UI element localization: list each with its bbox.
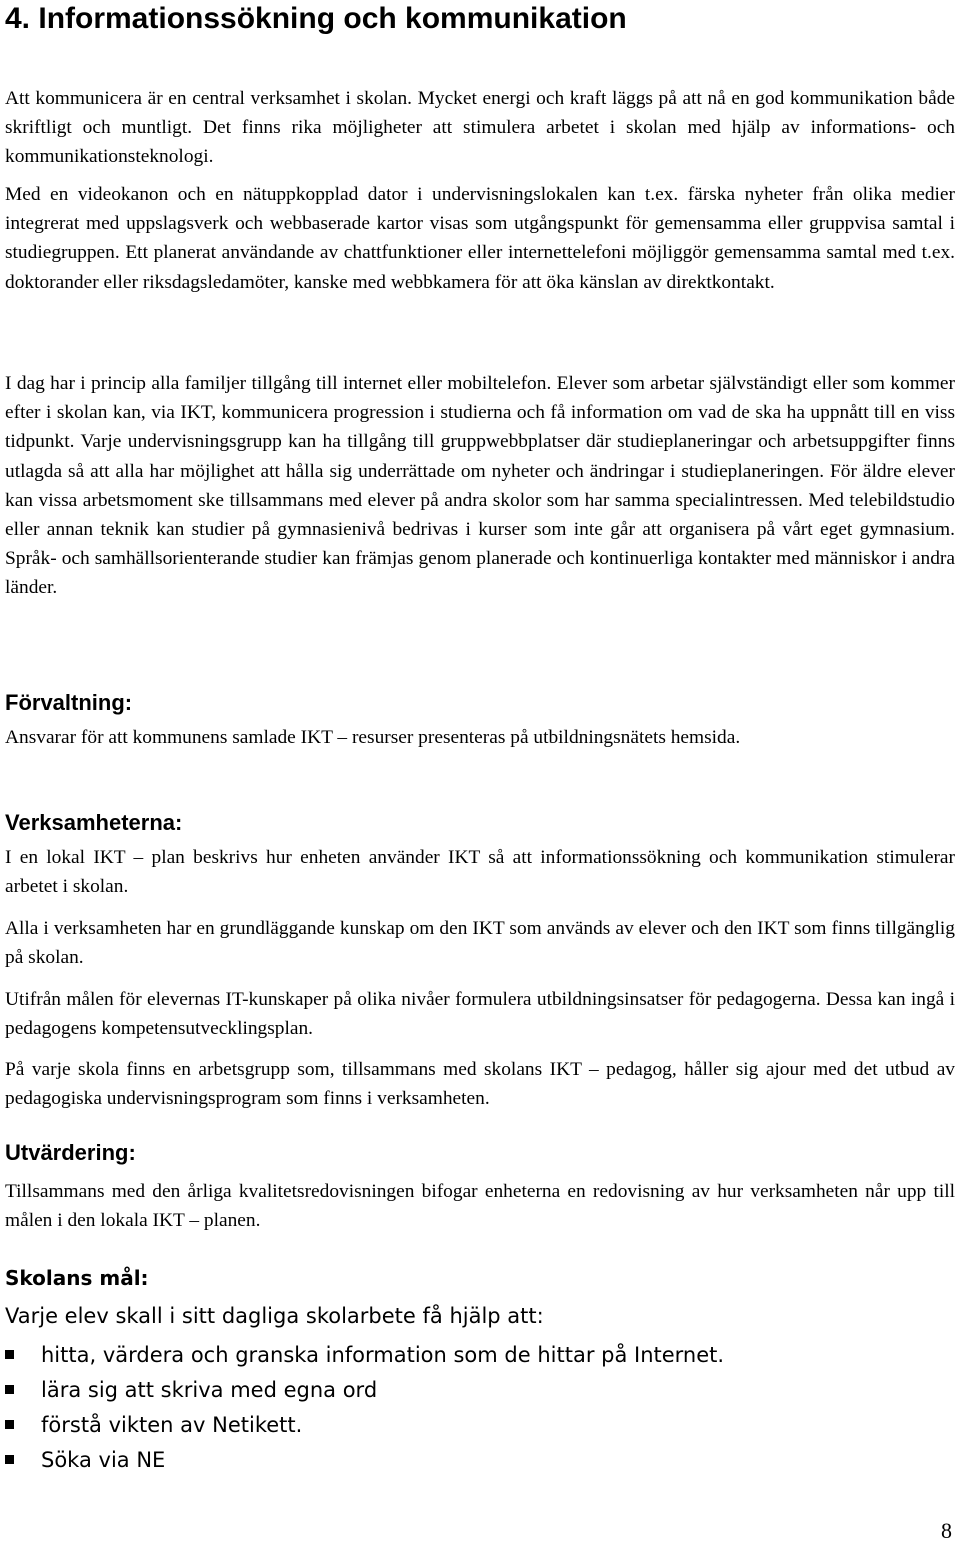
- verksamheterna-heading: Verksamheterna:: [5, 810, 183, 835]
- page-number: 8: [941, 1518, 952, 1543]
- verksamheterna-paragraph-3: Utifrån målen för elevernas IT-kunskaper på olika nivåer formulera utbildningsinsatser för pedagogerna. Dessa kan ingå i pedagogens kompetensutvecklingsplan.: [5, 989, 955, 1040]
- verksamheterna-paragraph-1: I en lokal IKT – plan beskrivs hur enheten använder IKT så att informationssökning och kommunikation stimulerar arbetet i skolan.: [5, 847, 955, 898]
- square-bullet-icon: [5, 1420, 14, 1429]
- goal-text: hitta, värdera och granska information som de hittar på Internet.: [41, 1343, 725, 1367]
- square-bullet-icon: [5, 1385, 14, 1394]
- intro-paragraph-1: Att kommunicera är en central verksamhet i skolan. Mycket energi och kraft läggs på att nå en god kommunikation både skriftligt och muntligt. Det finns rika möjligheter att stimulera arbetet i skolan med hjälp av informations- och kommunikationsteknologi.: [5, 88, 955, 168]
- forvaltning-text: Ansvarar för att kommunens samlade IKT – resurser presenteras på utbildningsnätets hemsida.: [5, 727, 741, 748]
- list-item: [5, 1375, 724, 1410]
- intro-paragraph-3: I dag har i princip alla familjer tillgång till internet eller mobiltelefon. Elever som arbetar självständigt eller som kommer efter i skolan kan, via IKT, kommunicera progression i studierna och få information om vad de ska ha uppnått till en viss tidpunkt. Varje undervisningsgrupp kan ha tillgång till gruppwebbplatser där studieplaneringar och arbetsuppgifter finns utlagda så att alla har möjlighet att hålla sig underrättade om nyheter och ändringar i studieplaneringen. För äldre elever kan vissa arbetsmoment ske tillsammans med elever på andra skolor som har samma specialintressen. Med telebildstudio eller annan teknik kan studier på gymnasienivå bedrivas i kurser som inte går att organisera på vårt eget gymnasium. Språk- och samhällsorienterande studier kan främjas genom planerade och kontinuerliga kontakter med människor i andra länder.: [5, 373, 955, 599]
- list-item: [5, 1445, 724, 1480]
- square-bullet-icon: [5, 1350, 14, 1359]
- goal-text: Söka via NE: [41, 1448, 166, 1472]
- goal-text: förstå vikten av Netikett.: [41, 1413, 303, 1437]
- forvaltning-heading: Förvaltning:: [5, 690, 133, 715]
- utvardering-text: Tillsammans med den årliga kvalitetsredovisningen bifogar enheterna en redovisning av hur verksamheten når upp till målen i den lokala IKT – planen.: [5, 1181, 955, 1232]
- section-heading: 4. Informationssökning och kommunikation: [5, 2, 627, 35]
- skolans-mal-heading: Skolans mål:: [5, 1266, 149, 1290]
- skolans-mal-intro: Varje elev skall i sitt dagliga skolarbete få hjälp att:: [5, 1304, 544, 1328]
- goal-text: lära sig att skriva med egna ord: [41, 1378, 378, 1402]
- list-item: [5, 1340, 724, 1375]
- verksamheterna-paragraph-4: På varje skola finns en arbetsgrupp som, tillsammans med skolans IKT – pedagog, håller sig ajour med det utbud av pedagogiska undervisningsprogram som finns i verksamheten.: [5, 1059, 955, 1110]
- intro-paragraph-2: Med en videokanon och en nätuppkopplad dator i undervisningslokalen kan t.ex. färska nyheter från olika medier integrerat med uppslagsverk och webbaserade kartor visas som utgångspunkt för gemensamma eller gruppvisa samtal i studiegruppen. Ett planerat användande av chattfunktioner eller internettelefoni möjliggör gemensamma samtal med t.ex. doktorander eller riksdagsledamöter, kanske med webbkamera för att öka känslan av direktkontakt.: [5, 184, 955, 293]
- goals-list: [5, 1340, 724, 1480]
- verksamheterna-paragraph-2: Alla i verksamheten har en grundläggande kunskap om den IKT som används av elever och den IKT som finns tillgänglig på skolan.: [5, 918, 955, 969]
- square-bullet-icon: [5, 1455, 14, 1464]
- list-item: [5, 1410, 724, 1445]
- utvardering-heading: Utvärdering:: [5, 1140, 136, 1165]
